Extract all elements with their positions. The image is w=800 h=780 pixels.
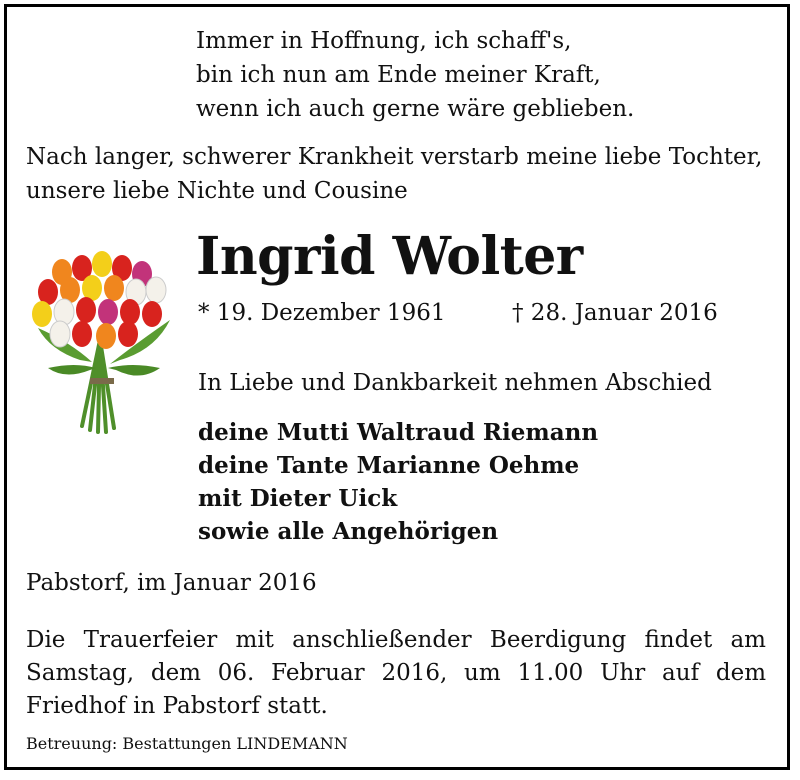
farewell-text: In Liebe und Dankbarkeit nehmen Abschied (198, 370, 712, 396)
intro-line: unsere liebe Nichte und Cousine (26, 178, 408, 204)
service-line: Friedhof in Pabstorf statt. (26, 693, 328, 719)
poem-line: wenn ich auch gerne wäre geblieben. (196, 96, 635, 122)
tulip-bouquet-image (20, 250, 180, 440)
birth-date: * 19. Dezember 1961 (198, 300, 446, 326)
mourner-line: deine Mutti Waltraud Riemann (198, 419, 599, 446)
poem-line: bin ich nun am Ende meiner Kraft, (196, 62, 601, 88)
service-info (26, 624, 766, 723)
undertaker-credit: Betreuung: Bestattungen LINDEMANN (26, 734, 348, 753)
mourners-list (198, 416, 598, 548)
poem-line: Immer in Hoffnung, ich schaff's, (196, 28, 572, 54)
intro-text (26, 140, 762, 208)
place-date: Pabstorf, im Januar 2016 (26, 570, 317, 596)
deceased-name: Ingrid Wolter (196, 226, 583, 287)
mourner-line: deine Tante Marianne Oehme (198, 452, 580, 479)
service-line: Samstag, dem 06. Februar 2016, um 11.00 Uhr auf dem (26, 660, 766, 686)
service-line: Die Trauerfeier mit anschließender Beerdigung findet am (26, 627, 766, 653)
poem (196, 24, 634, 126)
death-date: † 28. Januar 2016 (512, 300, 718, 326)
intro-line: Nach langer, schwerer Krankheit verstarb meine liebe Tochter, (26, 144, 763, 170)
mourner-line: mit Dieter Uick (198, 485, 398, 512)
mourner-line: sowie alle Angehörigen (198, 518, 499, 545)
